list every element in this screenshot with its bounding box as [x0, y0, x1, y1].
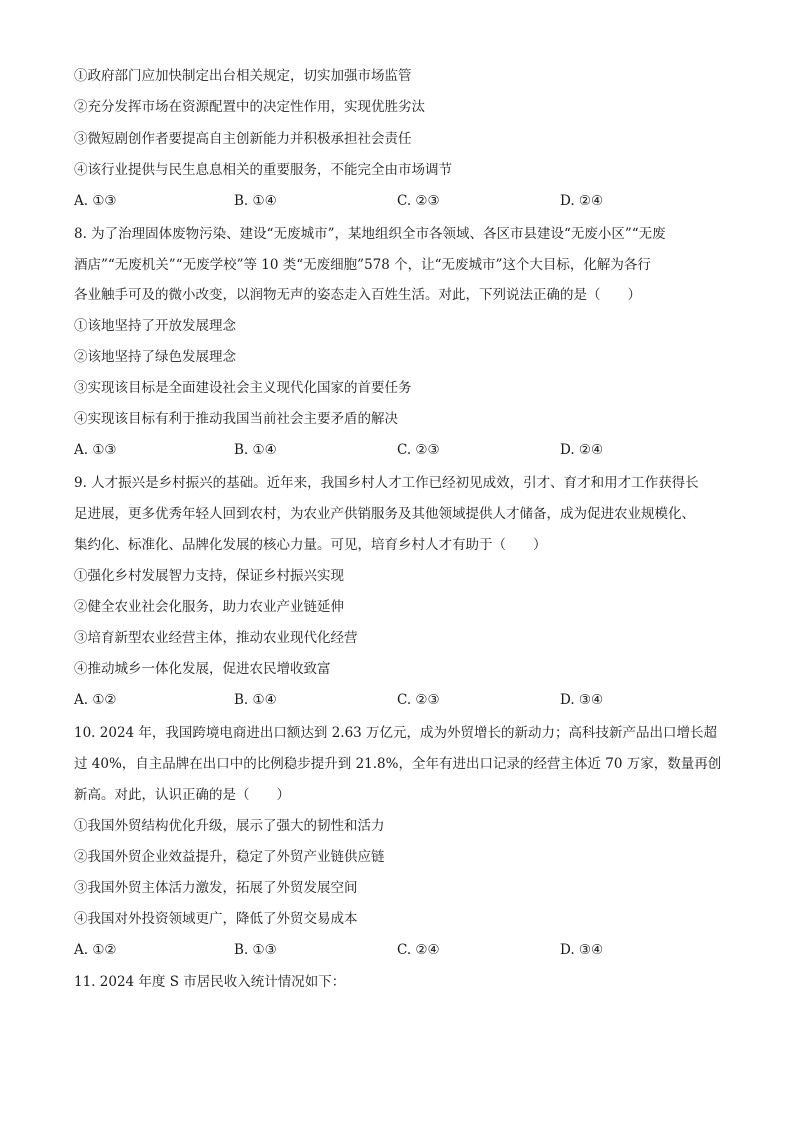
q9-options	[74, 691, 734, 709]
q8-statement-1: ①该地坚持了开放发展理念	[74, 318, 236, 334]
q9-statement-1: ①强化乡村发展智力支持，保证乡村振兴实现	[74, 568, 344, 584]
q8-stem-line-2: 酒店”“无废机关”“无废学校”等 10 类“无废细胞”578 个，让“无废城市”这个大目标，化解为各行	[74, 257, 651, 273]
q7-options	[74, 192, 734, 210]
q8-option-c: C. ②③	[397, 442, 440, 458]
q8-statement-2: ②该地坚持了绿色发展理念	[74, 349, 236, 365]
q8-option-a: A. ①③	[74, 442, 117, 458]
q10-option-c: C. ②④	[397, 942, 440, 958]
q8-stem-line-1: 8. 为了治理固体废物污染、建设“无废城市”，某地组织全市各领域、各区市县建设“无废小区”“无废	[74, 226, 666, 242]
q9-option-b: B. ①④	[234, 692, 277, 708]
q10-stem-line-1: 10. 2024 年，我国跨境电商进出口额达到 2.63 万亿元，成为外贸增长的新动力；高科技新产品出口增长超	[74, 725, 718, 741]
q7-statement-2: ②充分发挥市场在资源配置中的决定性作用，实现优胜劣汰	[74, 99, 425, 115]
q11-stem: 11. 2024 年度 S 市居民收入统计情况如下：	[74, 974, 346, 990]
q8-statement-4: ④实现该目标有利于推动我国当前社会主要矛盾的解决	[74, 411, 398, 427]
q9-option-a: A. ①②	[74, 692, 117, 708]
q10-option-b: B. ①③	[234, 942, 277, 958]
q10-stem-line-3: 新高。对此，认识正确的是（ ）	[74, 787, 290, 803]
q7-statement-4: ④该行业提供与民生息息相关的重要服务，不能完全由市场调节	[74, 162, 452, 178]
q10-options	[74, 941, 734, 959]
q8-option-b: B. ①④	[234, 442, 277, 458]
q8-options	[74, 441, 734, 459]
q7-option-a: A. ①③	[74, 193, 117, 209]
q9-stem-line-1: 9. 人才振兴是乡村振兴的基础。近年来，我国乡村人才工作已经初见成效，引才、育才和用才工作获得长	[74, 475, 699, 491]
q10-statement-3: ③我国外贸主体活力激发，拓展了外贸发展空间	[74, 880, 358, 896]
q7-option-d: D. ②④	[560, 193, 604, 209]
q7-option-c: C. ②③	[397, 193, 440, 209]
q7-option-b: B. ①④	[234, 193, 277, 209]
q9-statement-3: ③培育新型农业经营主体，推动农业现代化经营	[74, 630, 358, 646]
q10-statement-4: ④我国对外投资领域更广，降低了外贸交易成本	[74, 911, 358, 927]
q10-option-d: D. ③④	[560, 942, 604, 958]
q7-statement-3: ③微短剧创作者要提高自主创新能力并积极承担社会责任	[74, 131, 412, 147]
q9-option-d: D. ③④	[560, 692, 604, 708]
q10-statement-1: ①我国外贸结构优化升级，展示了强大的韧性和活力	[74, 818, 385, 834]
q9-option-c: C. ②③	[397, 692, 440, 708]
q10-stem-line-2: 过 40%，自主品牌在出口中的比例稳步提升到 21.8%，全年有进出口记录的经营主体近 70 万家，数量再创	[74, 756, 722, 772]
q8-stem-line-3: 各业触手可及的微小改变，以润物无声的姿态走入百姓生活。对此，下列说法正确的是（ ）	[74, 287, 641, 303]
q8-statement-3: ③实现该目标是全面建设社会主义现代化国家的首要任务	[74, 380, 412, 396]
q9-stem-line-2: 足进展，更多优秀年轻人回到农村，为农业产供销服务及其他领域提供人才储备，成为促进农业规模化、	[74, 506, 695, 522]
q9-statement-2: ②健全农业社会化服务，助力农业产业链延伸	[74, 599, 344, 615]
q9-statement-4: ④推动城乡一体化发展，促进农民增收致富	[74, 661, 331, 677]
q8-option-d: D. ②④	[560, 442, 604, 458]
q10-statement-2: ②我国外贸企业效益提升，稳定了外贸产业链供应链	[74, 849, 385, 865]
q7-statement-1: ①政府部门应加快制定出台相关规定，切实加强市场监管	[74, 68, 412, 84]
q10-option-a: A. ①②	[74, 942, 117, 958]
q9-stem-line-3: 集约化、标准化、品牌化发展的核心力量。可见，培育乡村人才有助于（ ）	[74, 537, 547, 553]
